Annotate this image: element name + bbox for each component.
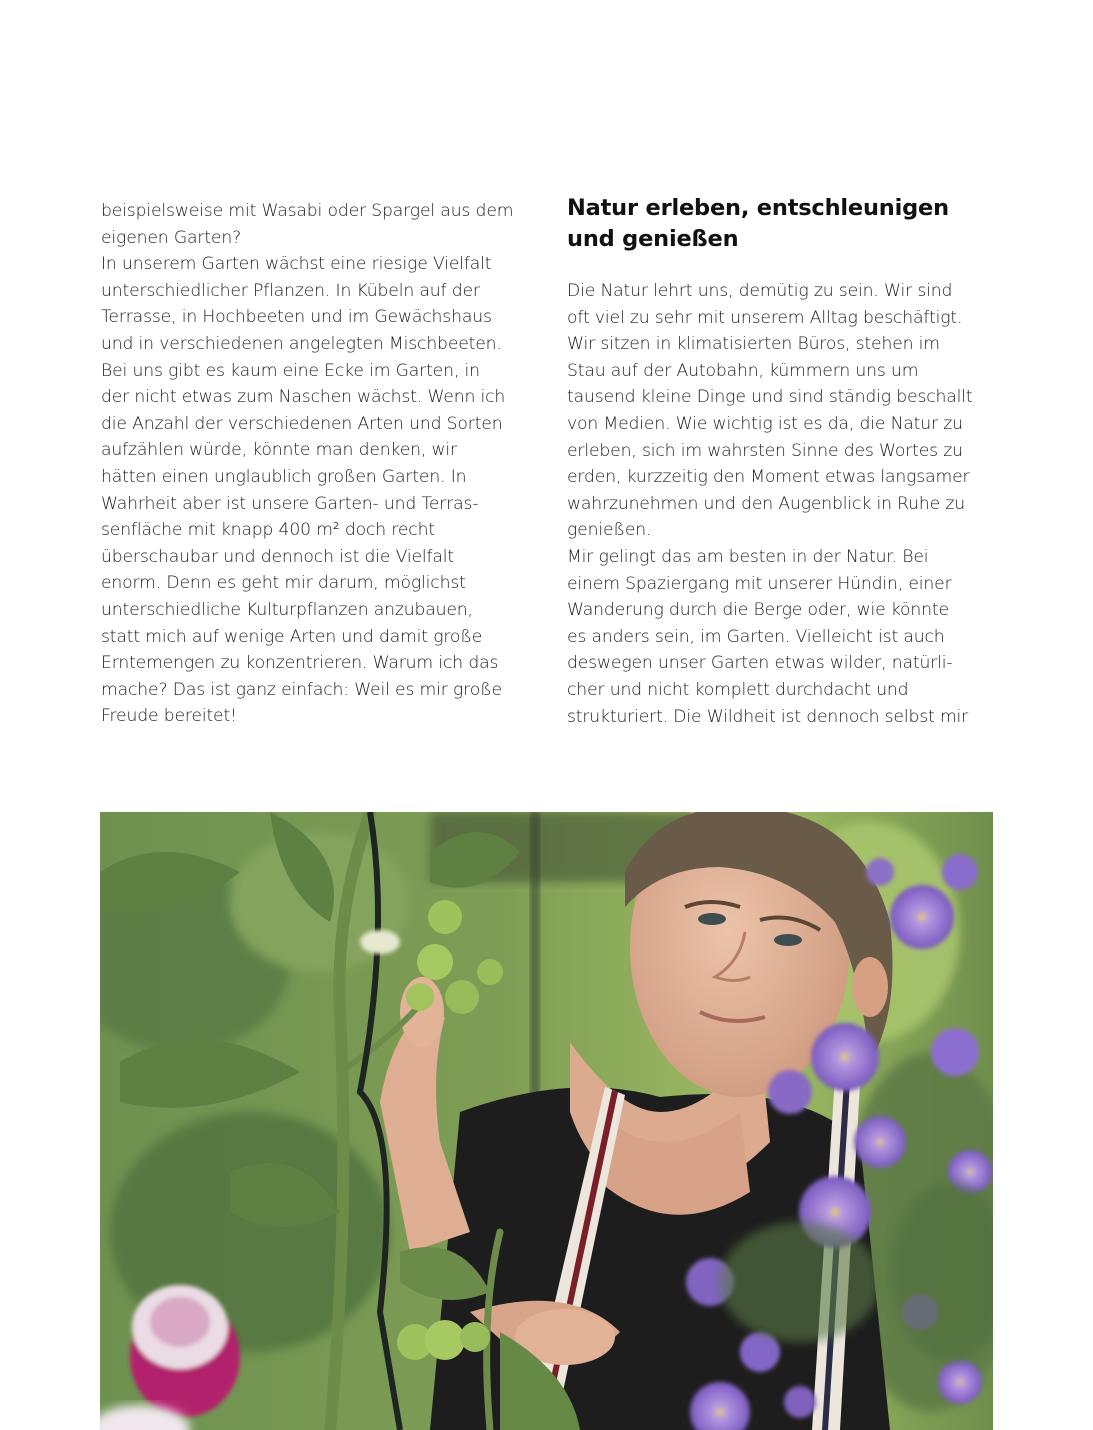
body-line: es anders sein, im Garten. Vielleicht ist auch [567, 626, 945, 647]
body-line: und in verschiedenen angelegten Mischbeeten. [101, 333, 502, 354]
garden-photo [100, 812, 993, 1430]
body-line: erleben, sich im wahrsten Sinne des Wortes zu [567, 440, 963, 461]
body-line: beispielsweise mit Wasabi oder Spargel aus dem [101, 201, 514, 221]
body-line: erden, kurzzeitig den Moment etwas langsamer [567, 467, 970, 488]
right-column [567, 278, 973, 730]
body-line: Wir sitzen in klimatisierten Büros, stehen im [567, 334, 940, 355]
body-line: tausend kleine Dinge und sind ständig beschallt [567, 387, 973, 408]
woman-eye-right [774, 934, 802, 946]
section-heading [567, 193, 1007, 255]
greenhouse-post [530, 812, 540, 1112]
body-line: unterschiedlicher Pflanzen. In Kübeln auf der [101, 280, 480, 301]
body-line: hätten einen unglaublich großen Garten. In [101, 466, 467, 487]
body-line: Wanderung durch die Berge oder, wie könnte [567, 600, 949, 621]
woman-ear [852, 957, 888, 1017]
body-line: von Medien. Wie wichtig ist es da, die Natur zu [567, 413, 963, 434]
body-line: cher und nicht komplett durchdacht und [567, 679, 909, 700]
body-line: wahrzunehmen und den Augenblick in Ruhe zu [567, 493, 966, 514]
body-line: Freude bereitet! [101, 706, 237, 727]
body-line: aufzählen würde, könnte man denken, wir [101, 440, 457, 461]
body-line: die Anzahl der verschiedenen Arten und Sorten [101, 413, 503, 434]
body-line: unterschiedliche Kulturpflanzen anzubauen, [101, 599, 473, 620]
body-line: Terrasse, in Hochbeeten und im Gewächshaus [101, 307, 492, 328]
body-line: oft viel zu sehr mit unserem Alltag beschäftigt. [567, 307, 963, 328]
body-line: Erntemengen zu konzentrieren. Warum ich das [101, 653, 499, 674]
body-line: eigenen Garten? [101, 227, 242, 248]
pale-flower [360, 930, 400, 954]
heading-line: und genießen [567, 226, 739, 252]
photo-illustration [100, 812, 993, 1430]
body-line: deswegen unser Garten etwas wilder, natürli- [567, 653, 953, 674]
body-line: genießen. [567, 520, 652, 541]
body-line: senfläche mit knapp 400 m² doch recht [101, 520, 435, 541]
body-line: Die Natur lehrt uns, demütig zu sein. Wir sind [567, 281, 953, 301]
body-line: Stau auf der Autobahn, kümmern uns um [567, 360, 919, 381]
body-line: der nicht etwas zum Naschen wächst. Wenn ich [101, 387, 506, 408]
body-line: In unserem Garten wächst eine riesige Vielfalt [101, 254, 492, 275]
left-column [101, 198, 531, 730]
body-line: statt mich auf wenige Arten und damit große [101, 626, 483, 647]
body-line: Mir gelingt das am besten in der Natur. Bei [567, 546, 929, 567]
body-line: einem Spaziergang mit unserer Hündin, einer [567, 573, 952, 594]
woman-eye-left [698, 913, 726, 925]
body-line: mache? Das ist ganz einfach: Weil es mir große [101, 679, 502, 700]
body-line: strukturiert. Die Wildheit ist dennoch selbst mir [567, 706, 969, 727]
heading-line: Natur erleben, entschleunigen [567, 195, 949, 221]
body-line: überschaubar und dennoch ist die Vielfalt [101, 546, 454, 567]
body-line: enorm. Denn es geht mir darum, möglichst [101, 573, 466, 594]
body-line: Wahrheit aber ist unsere Garten- und Terras- [101, 493, 479, 514]
body-line: Bei uns gibt es kaum eine Ecke im Garten, in [101, 360, 480, 381]
